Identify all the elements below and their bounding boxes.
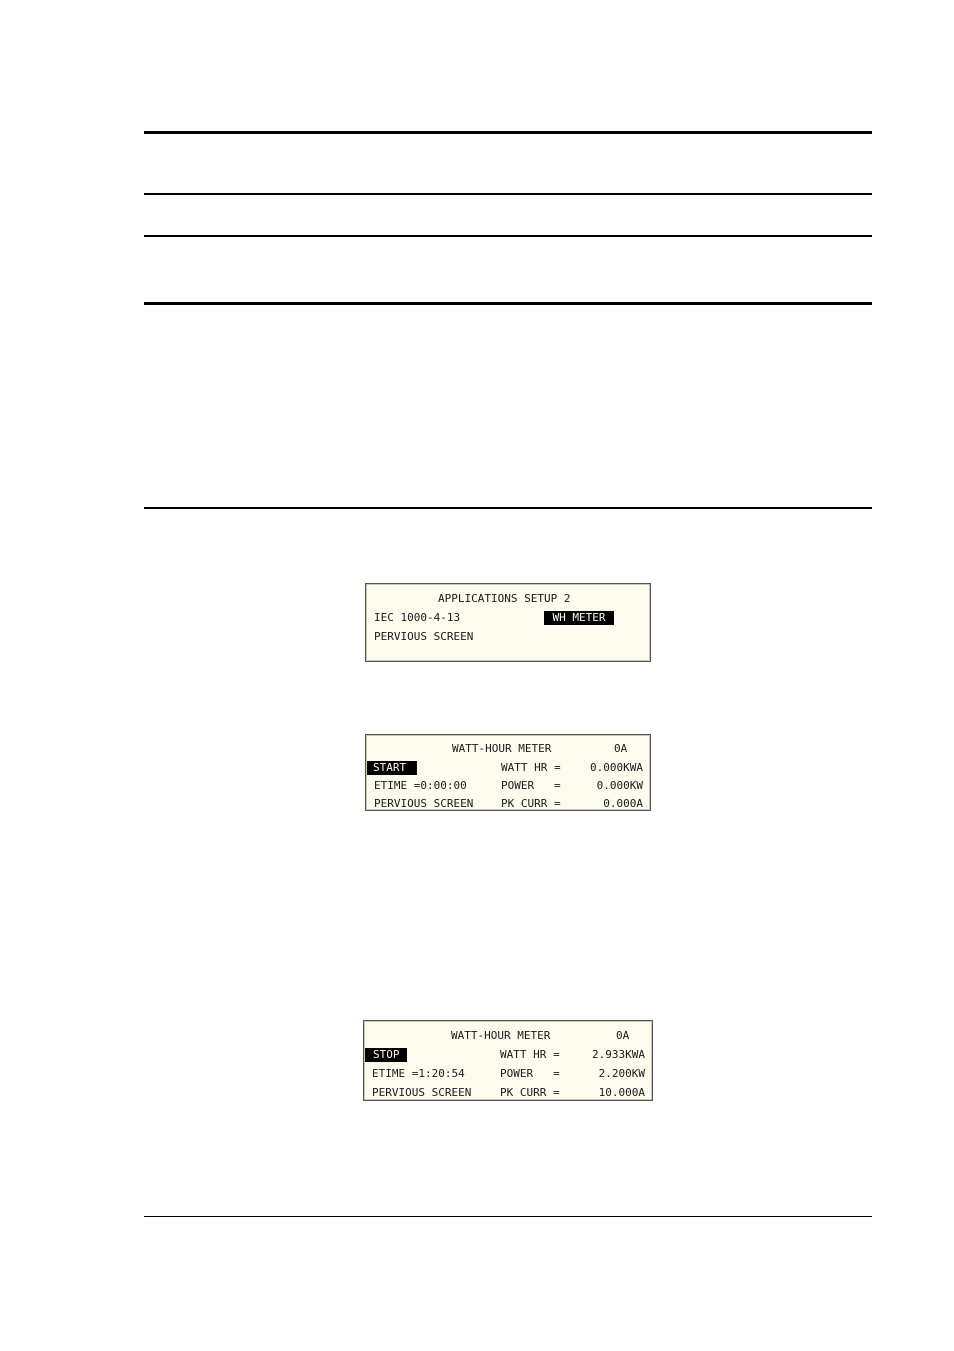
rule-footer <box>144 1216 872 1217</box>
wh-meter-menu-item[interactable] <box>544 611 614 625</box>
rule-top <box>144 131 872 134</box>
pk-curr-label: PK CURR = <box>501 797 561 810</box>
power-value: 0.000KW <box>596 779 643 792</box>
etime-readout: ETIME =0:00:00 <box>374 779 467 792</box>
previous-screen-item[interactable]: PERVIOUS SCREEN <box>372 1086 472 1099</box>
wh-meter-label: WH METER <box>552 611 606 624</box>
screen-title: WATT-HOUR METER <box>451 1029 551 1042</box>
watt-hr-label: WATT HR = <box>500 1048 560 1061</box>
range-value: 0A <box>614 742 628 755</box>
rule-3 <box>144 235 872 237</box>
stop-label: STOP <box>373 1048 400 1061</box>
etime-readout: ETIME =1:20:54 <box>372 1067 465 1080</box>
start-button[interactable] <box>367 761 417 775</box>
pk-curr-value: 10.000A <box>598 1086 645 1099</box>
iec-menu-item[interactable]: IEC 1000-4-13 <box>374 611 461 624</box>
range-value: 0A <box>616 1029 630 1042</box>
pk-curr-label: PK CURR = <box>500 1086 560 1099</box>
power-value: 2.200KW <box>598 1067 645 1080</box>
screen-title: WATT-HOUR METER <box>452 742 552 755</box>
previous-screen-item[interactable]: PERVIOUS SCREEN <box>374 630 474 643</box>
watt-hr-value: 2.933KWA <box>592 1048 645 1061</box>
watt-hr-label: WATT HR = <box>501 761 561 774</box>
watt-hr-value: 0.000KWA <box>590 761 643 774</box>
power-label: POWER = <box>501 779 561 792</box>
previous-screen-item[interactable]: PERVIOUS SCREEN <box>374 797 474 810</box>
rule-2 <box>144 193 872 195</box>
lcd-applications-setup-2 <box>365 583 651 662</box>
lcd-watt-hour-meter-stop <box>363 1020 653 1101</box>
screen-title: APPLICATIONS SETUP 2 <box>438 592 571 605</box>
start-label: START <box>373 761 407 774</box>
stop-button[interactable] <box>365 1048 407 1062</box>
rule-4 <box>144 302 872 305</box>
rule-5 <box>144 507 872 509</box>
pk-curr-value: 0.000A <box>603 797 643 810</box>
power-label: POWER = <box>500 1067 560 1080</box>
lcd-watt-hour-meter-start <box>365 734 651 811</box>
